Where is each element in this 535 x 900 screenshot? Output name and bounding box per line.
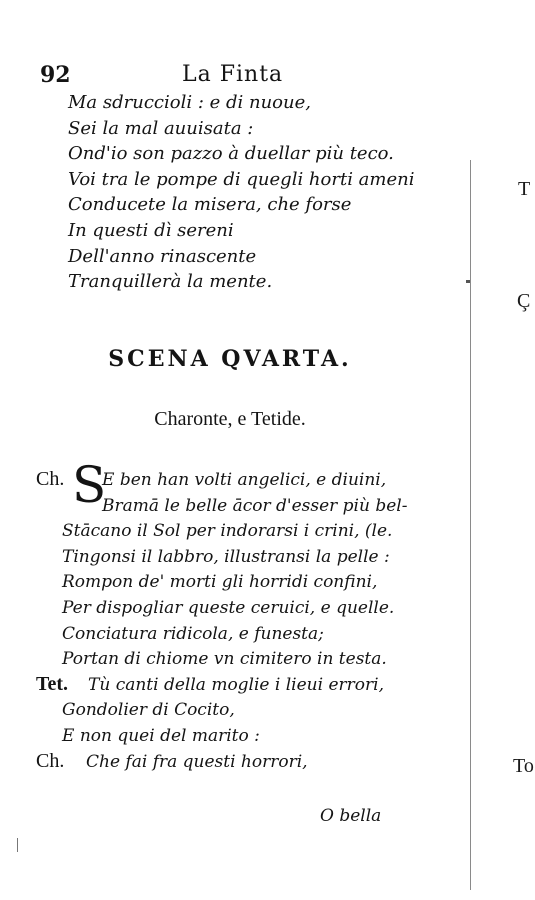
facing-page-fragment: T: [518, 178, 531, 200]
dialogue-block: [0, 456, 460, 775]
catchword: O bella: [320, 806, 382, 826]
margin-mark: [17, 838, 18, 852]
running-title: La Finta: [182, 62, 284, 87]
verse-line: Ond'io son pazzo à duellar più teco.: [68, 143, 394, 165]
verse-text: Bramā le belle ācor d'esser più bel-: [102, 495, 408, 516]
dialogue-line: [0, 519, 460, 545]
verse-text: Per dispogliar queste ceruici, e quelle.: [62, 597, 395, 618]
verse-text: Stācano il Sol per indorarsi i crini, (le.: [62, 521, 393, 542]
facing-page-fragment: Ç: [517, 290, 531, 312]
verse-line: Ma sdruccioli : e di nuoue,: [68, 92, 311, 113]
gutter-line: [470, 160, 471, 890]
characters-heading: Charonte, e Tetide.: [154, 408, 306, 430]
verse-text: Gondolier di Cocito,: [62, 700, 235, 721]
page-header: [40, 62, 440, 92]
dialogue-line: [0, 673, 460, 699]
speaker-label: Ch.: [36, 468, 65, 490]
verse-text: Tingonsi il labbro, illustransi la pelle :: [62, 546, 390, 567]
page-number: 92: [40, 62, 71, 88]
scene-title: SCENA QVARTA.: [108, 346, 352, 372]
verse-line: Sei la mal auuisata :: [68, 117, 254, 139]
dialogue-line: [0, 596, 460, 622]
verse-line: Tranquillerà la mente.: [68, 271, 273, 293]
verse-text: Rompon de' morti gli horridi confini,: [62, 572, 378, 593]
gutter-mark: [466, 280, 470, 283]
dialogue-line: [0, 724, 460, 750]
verse-text: Che fai fra questi horrori,: [86, 751, 308, 772]
verse-text: Portan di chiome vn cimitero in testa.: [62, 649, 387, 670]
verse-line: Dell'anno rinascente: [68, 245, 257, 267]
drop-cap-initial: S: [72, 456, 107, 514]
dialogue-line: [0, 647, 460, 673]
verse-text: E ben han volti angelici, e diuini,: [102, 470, 387, 490]
dialogue-line: [0, 622, 460, 648]
verse-text: Conciatura ridicola, e funesta;: [62, 623, 324, 644]
speaker-label: Ch.: [36, 749, 65, 772]
verse-block: [68, 90, 468, 295]
verse-text: Tù canti della moglie i lieui errori,: [88, 674, 384, 695]
verse-line: Conducete la misera, che forse: [68, 194, 352, 216]
speaker-label: Tet.: [36, 672, 69, 695]
dialogue-line: [0, 545, 460, 571]
dialogue-line: [0, 494, 460, 520]
dialogue-line: [0, 570, 460, 596]
facing-page-fragment: To: [513, 755, 534, 777]
verse-line: Voi tra le pompe di quegli horti ameni: [68, 168, 415, 190]
verse-text: E non quei del marito :: [62, 725, 260, 746]
dialogue-line: [0, 698, 460, 724]
verse-line: In questi dì sereni: [68, 219, 234, 241]
dialogue-line: [0, 750, 460, 776]
